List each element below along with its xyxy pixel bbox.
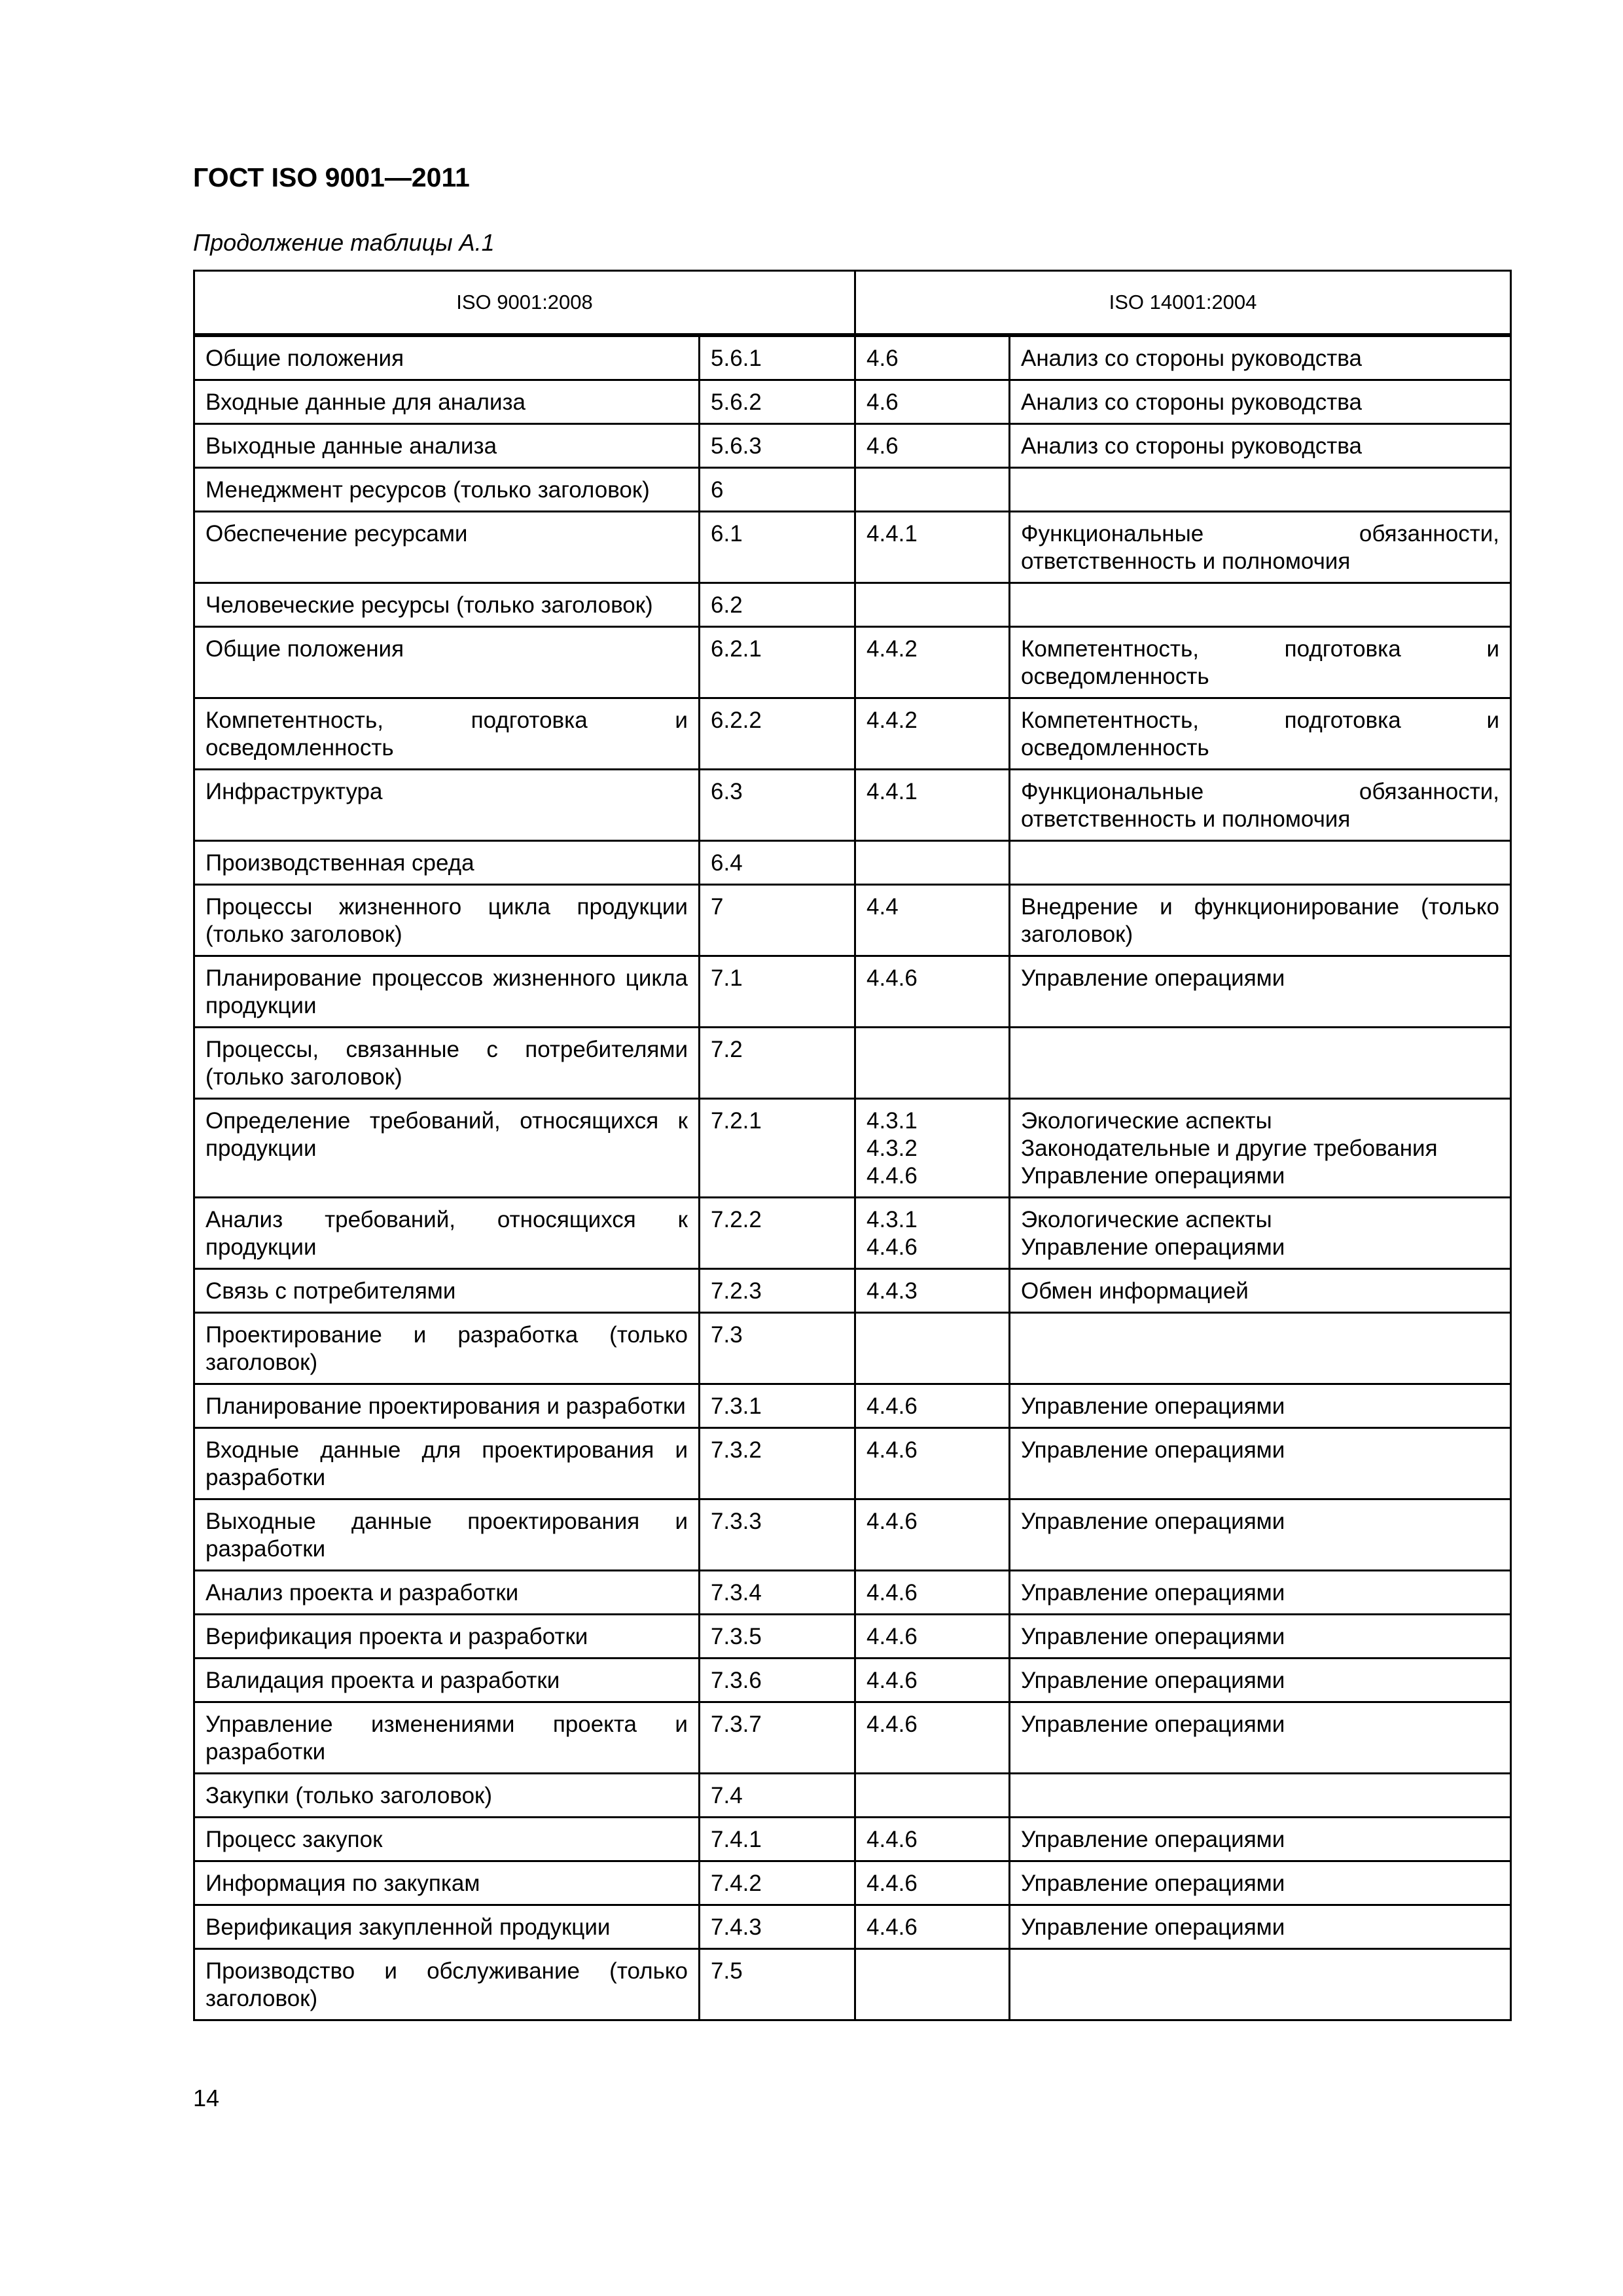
correspondence-table [193, 270, 1512, 2021]
iso14001-clause-number [855, 1659, 1010, 1702]
iso9001-clause-number: 7.3.6 [700, 1659, 855, 1702]
iso9001-clause-title: Управление изменениями проекта и разработки [194, 1702, 700, 1774]
iso9001-clause-number: 7.3.2 [700, 1428, 855, 1499]
iso9001-clause-number: 7.3.3 [700, 1499, 855, 1571]
iso14001-clause-title [1010, 1198, 1511, 1269]
clause-title-line: Управление операциями [1021, 1393, 1285, 1419]
table-row [194, 1818, 1511, 1861]
clause-title-line: Управление операциями [1021, 1437, 1285, 1463]
clause-number-line: 4.4.1 [866, 521, 918, 547]
table-row [194, 1905, 1511, 1949]
table-row [194, 1571, 1511, 1615]
iso9001-clause-title: Обеспечение ресурсами [194, 512, 700, 583]
clause-title-line: Анализ со стороны руководства [1021, 389, 1362, 415]
iso14001-clause-number [855, 1949, 1010, 2020]
clause-title-line: Управление операциями [1021, 1871, 1285, 1896]
iso14001-clause-title [1010, 627, 1511, 698]
iso9001-clause-number: 7.2.3 [700, 1269, 855, 1313]
iso9001-clause-title: Производство и обслуживание (только заголовок) [194, 1949, 700, 2020]
table-row [194, 335, 1511, 380]
clause-number-line: 4.4.6 [866, 1393, 918, 1419]
clause-title-line: Управление операциями [1021, 1580, 1285, 1605]
iso14001-clause-title [1010, 1702, 1511, 1774]
iso14001-clause-title [1010, 1615, 1511, 1659]
iso9001-clause-title: Общие положения [194, 335, 700, 380]
iso14001-clause-title [1010, 841, 1511, 885]
clause-title-line: Анализ со стороны руководства [1021, 433, 1362, 459]
clause-title-line: Функциональные обязанности, ответственность и полномочия [1021, 521, 1500, 574]
clause-number-line: 4.4.6 [866, 1624, 918, 1649]
iso14001-clause-title [1010, 1861, 1511, 1905]
iso14001-clause-number [855, 1905, 1010, 1949]
table-row [194, 1949, 1511, 2020]
table-row [194, 1499, 1511, 1571]
clause-title-line: Управление операциями [1021, 1914, 1285, 1940]
clause-number-line: 4.4.2 [866, 636, 918, 662]
iso9001-clause-title: Проектирование и разработка (только заголовок) [194, 1313, 700, 1384]
clause-title-line: Компетентность, подготовка и осведомленность [1021, 636, 1500, 689]
iso14001-clause-title [1010, 1428, 1511, 1499]
iso14001-clause-title [1010, 1099, 1511, 1198]
iso9001-clause-number: 7.3.1 [700, 1384, 855, 1428]
iso9001-clause-number: 6.1 [700, 512, 855, 583]
clause-title-line: Управление операциями [1021, 1827, 1285, 1852]
table-row [194, 1659, 1511, 1702]
clause-number-line: 4.3.2 [866, 1136, 918, 1161]
table-row [194, 512, 1511, 583]
clause-title-line: Экологические аспекты [1021, 1207, 1272, 1232]
iso14001-clause-title [1010, 424, 1511, 468]
table-row [194, 468, 1511, 512]
table-caption: Продолжение таблицы А.1 [193, 229, 495, 256]
iso14001-clause-number [855, 885, 1010, 956]
iso9001-clause-number: 6.2.2 [700, 698, 855, 770]
iso14001-clause-title [1010, 1499, 1511, 1571]
page-number: 14 [193, 2085, 220, 2111]
iso14001-clause-title [1010, 1659, 1511, 1702]
iso14001-clause-number [855, 770, 1010, 841]
iso9001-clause-title: Валидация проекта и разработки [194, 1659, 700, 1702]
iso14001-clause-number [855, 1428, 1010, 1499]
table-row [194, 698, 1511, 770]
clause-number-line: 4.4.6 [866, 1668, 918, 1693]
iso14001-clause-title [1010, 1818, 1511, 1861]
iso14001-clause-title [1010, 1028, 1511, 1099]
document-header: ГОСТ ISO 9001—2011 [193, 162, 470, 192]
clause-number-line: 4.6 [866, 433, 899, 459]
clause-title-line: Управление операциями [1021, 965, 1285, 991]
iso14001-clause-number [855, 1269, 1010, 1313]
iso14001-clause-number [855, 1571, 1010, 1615]
iso9001-clause-title: Человеческие ресурсы (только заголовок) [194, 583, 700, 627]
table-row [194, 1428, 1511, 1499]
iso9001-clause-number: 5.6.2 [700, 380, 855, 424]
iso14001-clause-number [855, 1861, 1010, 1905]
iso9001-clause-number: 7.4.3 [700, 1905, 855, 1949]
clause-title-line: Внедрение и функционирование (только заголовок) [1021, 894, 1500, 947]
iso14001-clause-number [855, 1702, 1010, 1774]
iso9001-clause-number: 5.6.1 [700, 335, 855, 380]
iso14001-clause-number [855, 1384, 1010, 1428]
iso9001-clause-number: 7.2 [700, 1028, 855, 1099]
iso14001-clause-number [855, 468, 1010, 512]
iso14001-clause-title [1010, 1384, 1511, 1428]
table-row [194, 627, 1511, 698]
iso9001-clause-title: Верификация проекта и разработки [194, 1615, 700, 1659]
clause-number-line: 4.4.2 [866, 708, 918, 733]
column-header-iso9001: ISO 9001:2008 [194, 271, 855, 336]
iso14001-clause-number [855, 841, 1010, 885]
iso9001-clause-title: Процесс закупок [194, 1818, 700, 1861]
iso9001-clause-title: Выходные данные проектирования и разработки [194, 1499, 700, 1571]
iso14001-clause-number [855, 512, 1010, 583]
iso14001-clause-number [855, 424, 1010, 468]
table-row [194, 380, 1511, 424]
iso9001-clause-title: Компетентность, подготовка и осведомленность [194, 698, 700, 770]
iso14001-clause-title [1010, 1949, 1511, 2020]
iso9001-clause-title: Выходные данные анализа [194, 424, 700, 468]
clause-title-line: Управление операциями [1021, 1624, 1285, 1649]
table-row [194, 841, 1511, 885]
iso14001-clause-title [1010, 1905, 1511, 1949]
clause-number-line: 4.4.6 [866, 1871, 918, 1896]
iso14001-clause-number [855, 335, 1010, 380]
table-row [194, 1615, 1511, 1659]
iso14001-clause-number [855, 1313, 1010, 1384]
clause-title-line: Анализ со стороны руководства [1021, 346, 1362, 371]
iso14001-clause-number [855, 380, 1010, 424]
clause-number-line: 4.4.6 [866, 1914, 918, 1940]
iso9001-clause-number: 7.2.2 [700, 1198, 855, 1269]
iso9001-clause-title: Инфраструктура [194, 770, 700, 841]
clause-number-line: 4.4.6 [866, 965, 918, 991]
iso9001-clause-number: 7.2.1 [700, 1099, 855, 1198]
iso9001-clause-number: 7.3.4 [700, 1571, 855, 1615]
table-row [194, 583, 1511, 627]
table-header-row [194, 271, 1511, 336]
iso9001-clause-title: Анализ проекта и разработки [194, 1571, 700, 1615]
clause-number-line: 4.6 [866, 389, 899, 415]
table-row [194, 956, 1511, 1028]
clause-number-line: 4.3.1 [866, 1108, 918, 1134]
iso14001-clause-number [855, 1615, 1010, 1659]
iso9001-clause-number: 7.4.2 [700, 1861, 855, 1905]
iso9001-clause-title: Информация по закупкам [194, 1861, 700, 1905]
clause-number-line: 4.4.6 [866, 1163, 918, 1189]
clause-number-line: 4.4.3 [866, 1278, 918, 1304]
iso9001-clause-title: Процессы, связанные с потребителями (только заголовок) [194, 1028, 700, 1099]
iso14001-clause-title [1010, 1571, 1511, 1615]
table-row [194, 1269, 1511, 1313]
clause-number-line: 4.4.6 [866, 1234, 918, 1260]
table-row [194, 1198, 1511, 1269]
clause-number-line: 4.3.1 [866, 1207, 918, 1232]
iso14001-clause-title [1010, 698, 1511, 770]
iso14001-clause-number [855, 627, 1010, 698]
iso14001-clause-title [1010, 468, 1511, 512]
iso14001-clause-number [855, 956, 1010, 1028]
iso9001-clause-number: 7 [700, 885, 855, 956]
iso9001-clause-number: 7.3 [700, 1313, 855, 1384]
iso9001-clause-title: Планирование процессов жизненного цикла продукции [194, 956, 700, 1028]
iso9001-clause-title: Закупки (только заголовок) [194, 1774, 700, 1818]
iso9001-clause-title: Связь с потребителями [194, 1269, 700, 1313]
iso9001-clause-number: 7.5 [700, 1949, 855, 2020]
iso14001-clause-number [855, 1774, 1010, 1818]
column-header-iso14001: ISO 14001:2004 [855, 271, 1511, 336]
table-row [194, 1702, 1511, 1774]
iso14001-clause-title [1010, 583, 1511, 627]
iso9001-clause-number: 6.4 [700, 841, 855, 885]
iso9001-clause-number: 6.2.1 [700, 627, 855, 698]
iso14001-clause-title [1010, 770, 1511, 841]
iso14001-clause-number [855, 1028, 1010, 1099]
iso9001-clause-title: Определение требований, относящихся к продукции [194, 1099, 700, 1198]
clause-title-line: Экологические аспекты [1021, 1108, 1272, 1134]
table-row [194, 1099, 1511, 1198]
iso9001-clause-title: Менеджмент ресурсов (только заголовок) [194, 468, 700, 512]
iso14001-clause-number [855, 583, 1010, 627]
iso14001-clause-number [855, 1818, 1010, 1861]
table-row [194, 424, 1511, 468]
iso9001-clause-number: 7.4.1 [700, 1818, 855, 1861]
clause-title-line: Законодательные и другие требования [1021, 1136, 1438, 1161]
iso9001-clause-title: Входные данные для проектирования и разработки [194, 1428, 700, 1499]
iso14001-clause-title [1010, 512, 1511, 583]
iso9001-clause-title: Верификация закупленной продукции [194, 1905, 700, 1949]
clause-number-line: 4.4.6 [866, 1580, 918, 1605]
clause-number-line: 4.4.6 [866, 1437, 918, 1463]
clause-title-line: Управление операциями [1021, 1668, 1285, 1693]
iso14001-clause-title [1010, 956, 1511, 1028]
clause-number-line: 4.4.1 [866, 779, 918, 804]
iso9001-clause-title: Общие положения [194, 627, 700, 698]
table-row [194, 770, 1511, 841]
table-row [194, 885, 1511, 956]
iso9001-clause-number: 6 [700, 468, 855, 512]
iso9001-clause-number: 7.3.5 [700, 1615, 855, 1659]
iso9001-clause-title: Анализ требований, относящихся к продукции [194, 1198, 700, 1269]
iso14001-clause-title [1010, 885, 1511, 956]
iso14001-clause-number [855, 1198, 1010, 1269]
iso14001-clause-number [855, 1099, 1010, 1198]
iso14001-clause-title [1010, 1269, 1511, 1313]
iso9001-clause-number: 7.1 [700, 956, 855, 1028]
iso14001-clause-number [855, 1499, 1010, 1571]
table-row [194, 1313, 1511, 1384]
iso9001-clause-number: 6.3 [700, 770, 855, 841]
table-row [194, 1774, 1511, 1818]
table-row [194, 1384, 1511, 1428]
clause-number-line: 4.4.6 [866, 1712, 918, 1737]
clause-number-line: 4.4.6 [866, 1827, 918, 1852]
clause-title-line: Обмен информацией [1021, 1278, 1249, 1304]
iso14001-clause-title [1010, 380, 1511, 424]
clause-title-line: Управление операциями [1021, 1509, 1285, 1534]
clause-title-line: Функциональные обязанности, ответственность и полномочия [1021, 779, 1500, 832]
iso9001-clause-number: 5.6.3 [700, 424, 855, 468]
table-row [194, 1028, 1511, 1099]
iso9001-clause-number: 6.2 [700, 583, 855, 627]
clause-number-line: 4.6 [866, 346, 899, 371]
iso14001-clause-number [855, 698, 1010, 770]
iso14001-clause-title [1010, 335, 1511, 380]
clause-title-line: Управление операциями [1021, 1234, 1285, 1260]
iso14001-clause-title [1010, 1774, 1511, 1818]
clause-number-line: 4.4 [866, 894, 899, 920]
table-row [194, 1861, 1511, 1905]
iso9001-clause-number: 7.4 [700, 1774, 855, 1818]
iso9001-clause-number: 7.3.7 [700, 1702, 855, 1774]
iso14001-clause-title [1010, 1313, 1511, 1384]
clause-number-line: 4.4.6 [866, 1509, 918, 1534]
iso9001-clause-title: Входные данные для анализа [194, 380, 700, 424]
clause-title-line: Управление операциями [1021, 1163, 1285, 1189]
iso9001-clause-title: Планирование проектирования и разработки [194, 1384, 700, 1428]
iso9001-clause-title: Производственная среда [194, 841, 700, 885]
clause-title-line: Компетентность, подготовка и осведомленность [1021, 708, 1500, 761]
clause-title-line: Управление операциями [1021, 1712, 1285, 1737]
iso9001-clause-title: Процессы жизненного цикла продукции (только заголовок) [194, 885, 700, 956]
